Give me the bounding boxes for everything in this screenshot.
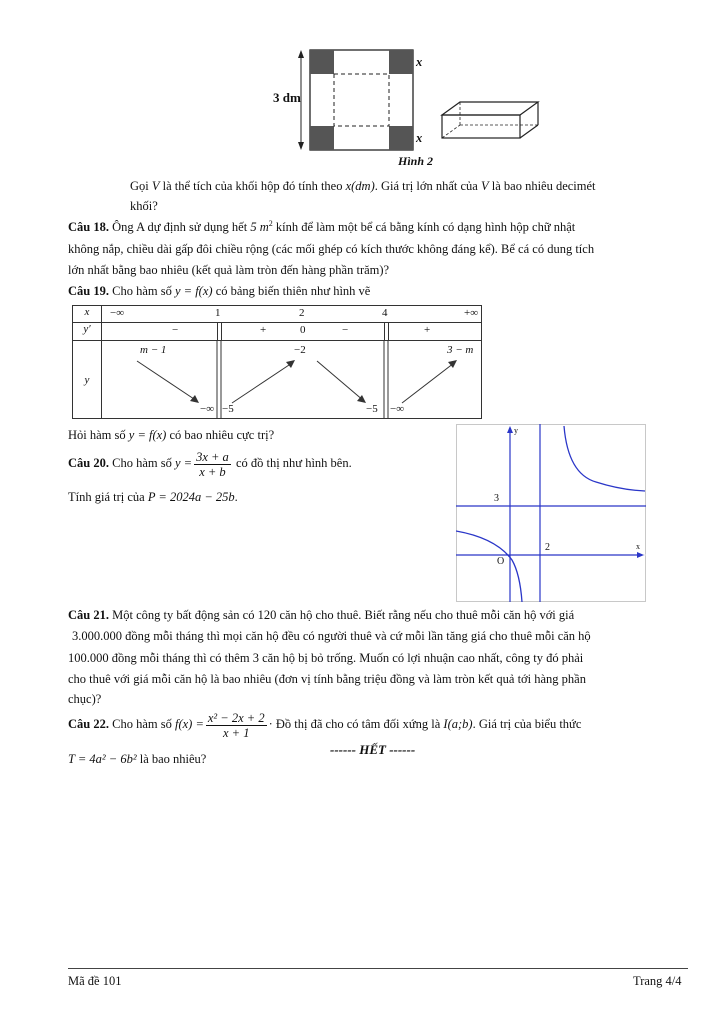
q20-line-1: Câu 20. Cho hàm số y = $\frac{3x + a}{x + b}$ có đồ thị như hình bên. bbox=[68, 449, 352, 479]
q21-line-2: 3.000.000 đồng mỗi tháng thì mọi căn hộ đều có người thuê và cứ mỗi lần tăng giá cho thuê mỗi căn hộ bbox=[72, 629, 591, 643]
q21-line-3: 100.000 đồng mỗi tháng thì có thêm 3 căn hộ bị bỏ trống. Muốn có lợi nhuận cao nhất, công ty đó phải bbox=[68, 651, 584, 665]
variation-table bbox=[72, 305, 482, 419]
q19-question: Hỏi hàm số y = f(x) có bao nhiêu cực trị? bbox=[68, 428, 275, 442]
q18-line-3: lớn nhất bằng bao nhiêu (kết quả làm tròn đến hàng phần trăm)? bbox=[68, 263, 390, 277]
q19-label: Câu 19. bbox=[68, 284, 109, 298]
q20-line-2: Tính giá trị của P = 2024a − 25b. bbox=[68, 490, 238, 504]
figure-caption: Hình 2 bbox=[398, 154, 434, 168]
q21-line-5: chục)? bbox=[68, 692, 102, 706]
row-x-label: x bbox=[73, 306, 102, 323]
q22-line-2: T = 4a² − 6b² là bao nhiêu? bbox=[68, 752, 207, 766]
row-y-label: y bbox=[73, 341, 102, 419]
q19-line-1: Câu 19. Cho hàm số y = f(x) có bảng biến thiên như hình vẽ bbox=[68, 284, 371, 298]
footer-page: Trang 4/4 bbox=[633, 974, 682, 988]
hyperbola-graph bbox=[456, 424, 646, 602]
q22-line-1: Câu 22. Cho hàm số f(x) = $\frac{\text{x² − 2x + 2}}{x + 1}$ · Đồ thị đã cho có tâm đối xứng là I(a;b). Giá trị của biểu thức bbox=[68, 710, 582, 740]
x-label-bottom: x bbox=[416, 131, 423, 145]
q22-label: Câu 22. bbox=[68, 717, 109, 731]
row-x-values: −∞ 1 2 4 +∞ bbox=[102, 306, 482, 323]
q18-label: Câu 18. bbox=[68, 220, 109, 234]
q20-graph bbox=[456, 424, 646, 602]
graph-v-asymptote-label: 2 bbox=[545, 542, 550, 553]
graph-h-asymptote-label: 3 bbox=[494, 493, 499, 504]
box-net-diagram bbox=[270, 38, 550, 173]
q21-line-1: Câu 21. Một công ty bất động sản có 120 căn hộ cho thuê. Biết rằng nếu cho thuê mỗi căn hộ với giá bbox=[68, 608, 575, 622]
figure-2 bbox=[270, 38, 550, 173]
footer-code: Mã đề 101 bbox=[68, 974, 122, 988]
graph-x-axis-label: x bbox=[636, 542, 640, 551]
q20-label: Câu 20. bbox=[68, 456, 109, 470]
footer-divider bbox=[68, 968, 688, 969]
q18-line-2: không nắp, chiều dài gấp đôi chiều rộng (các mối ghép có kích thước không đáng kể). Bể cá có dung tích bbox=[68, 242, 595, 256]
side-label: 3 dm bbox=[273, 90, 301, 105]
row-yp-signs: − + 0 − + bbox=[102, 323, 482, 341]
row-yp-label: y′ bbox=[73, 323, 102, 341]
graph-y-axis-label: y bbox=[514, 426, 518, 435]
row-y-values: m − 1 −∞ −5 −2 −5 −∞ 3 − m bbox=[102, 341, 482, 419]
end-mark: ------ HẾT ------ bbox=[330, 742, 416, 757]
q21-line-4: cho thuê với giá mỗi căn hộ là bao nhiêu (đơn vị tính bằng triệu đồng và làm tròn kết quả tới hàng phần bbox=[68, 672, 586, 686]
q17-line-2: khối? bbox=[130, 199, 158, 213]
q18-line-1: Câu 18. Ông A dự định sử dụng hết 5 $m^2$ kính để làm một bể cá bằng kính có dạng hình hộp chữ nhật bbox=[68, 219, 576, 234]
x-label-top: x bbox=[416, 55, 423, 69]
q21-label: Câu 21. bbox=[68, 608, 109, 622]
graph-origin-label: O bbox=[497, 556, 505, 567]
q17-line-1: Gọi V là thể tích của khối hộp đó tính theo x(dm). Giá trị lớn nhất của V là bao nhiêu decimét bbox=[130, 179, 596, 193]
